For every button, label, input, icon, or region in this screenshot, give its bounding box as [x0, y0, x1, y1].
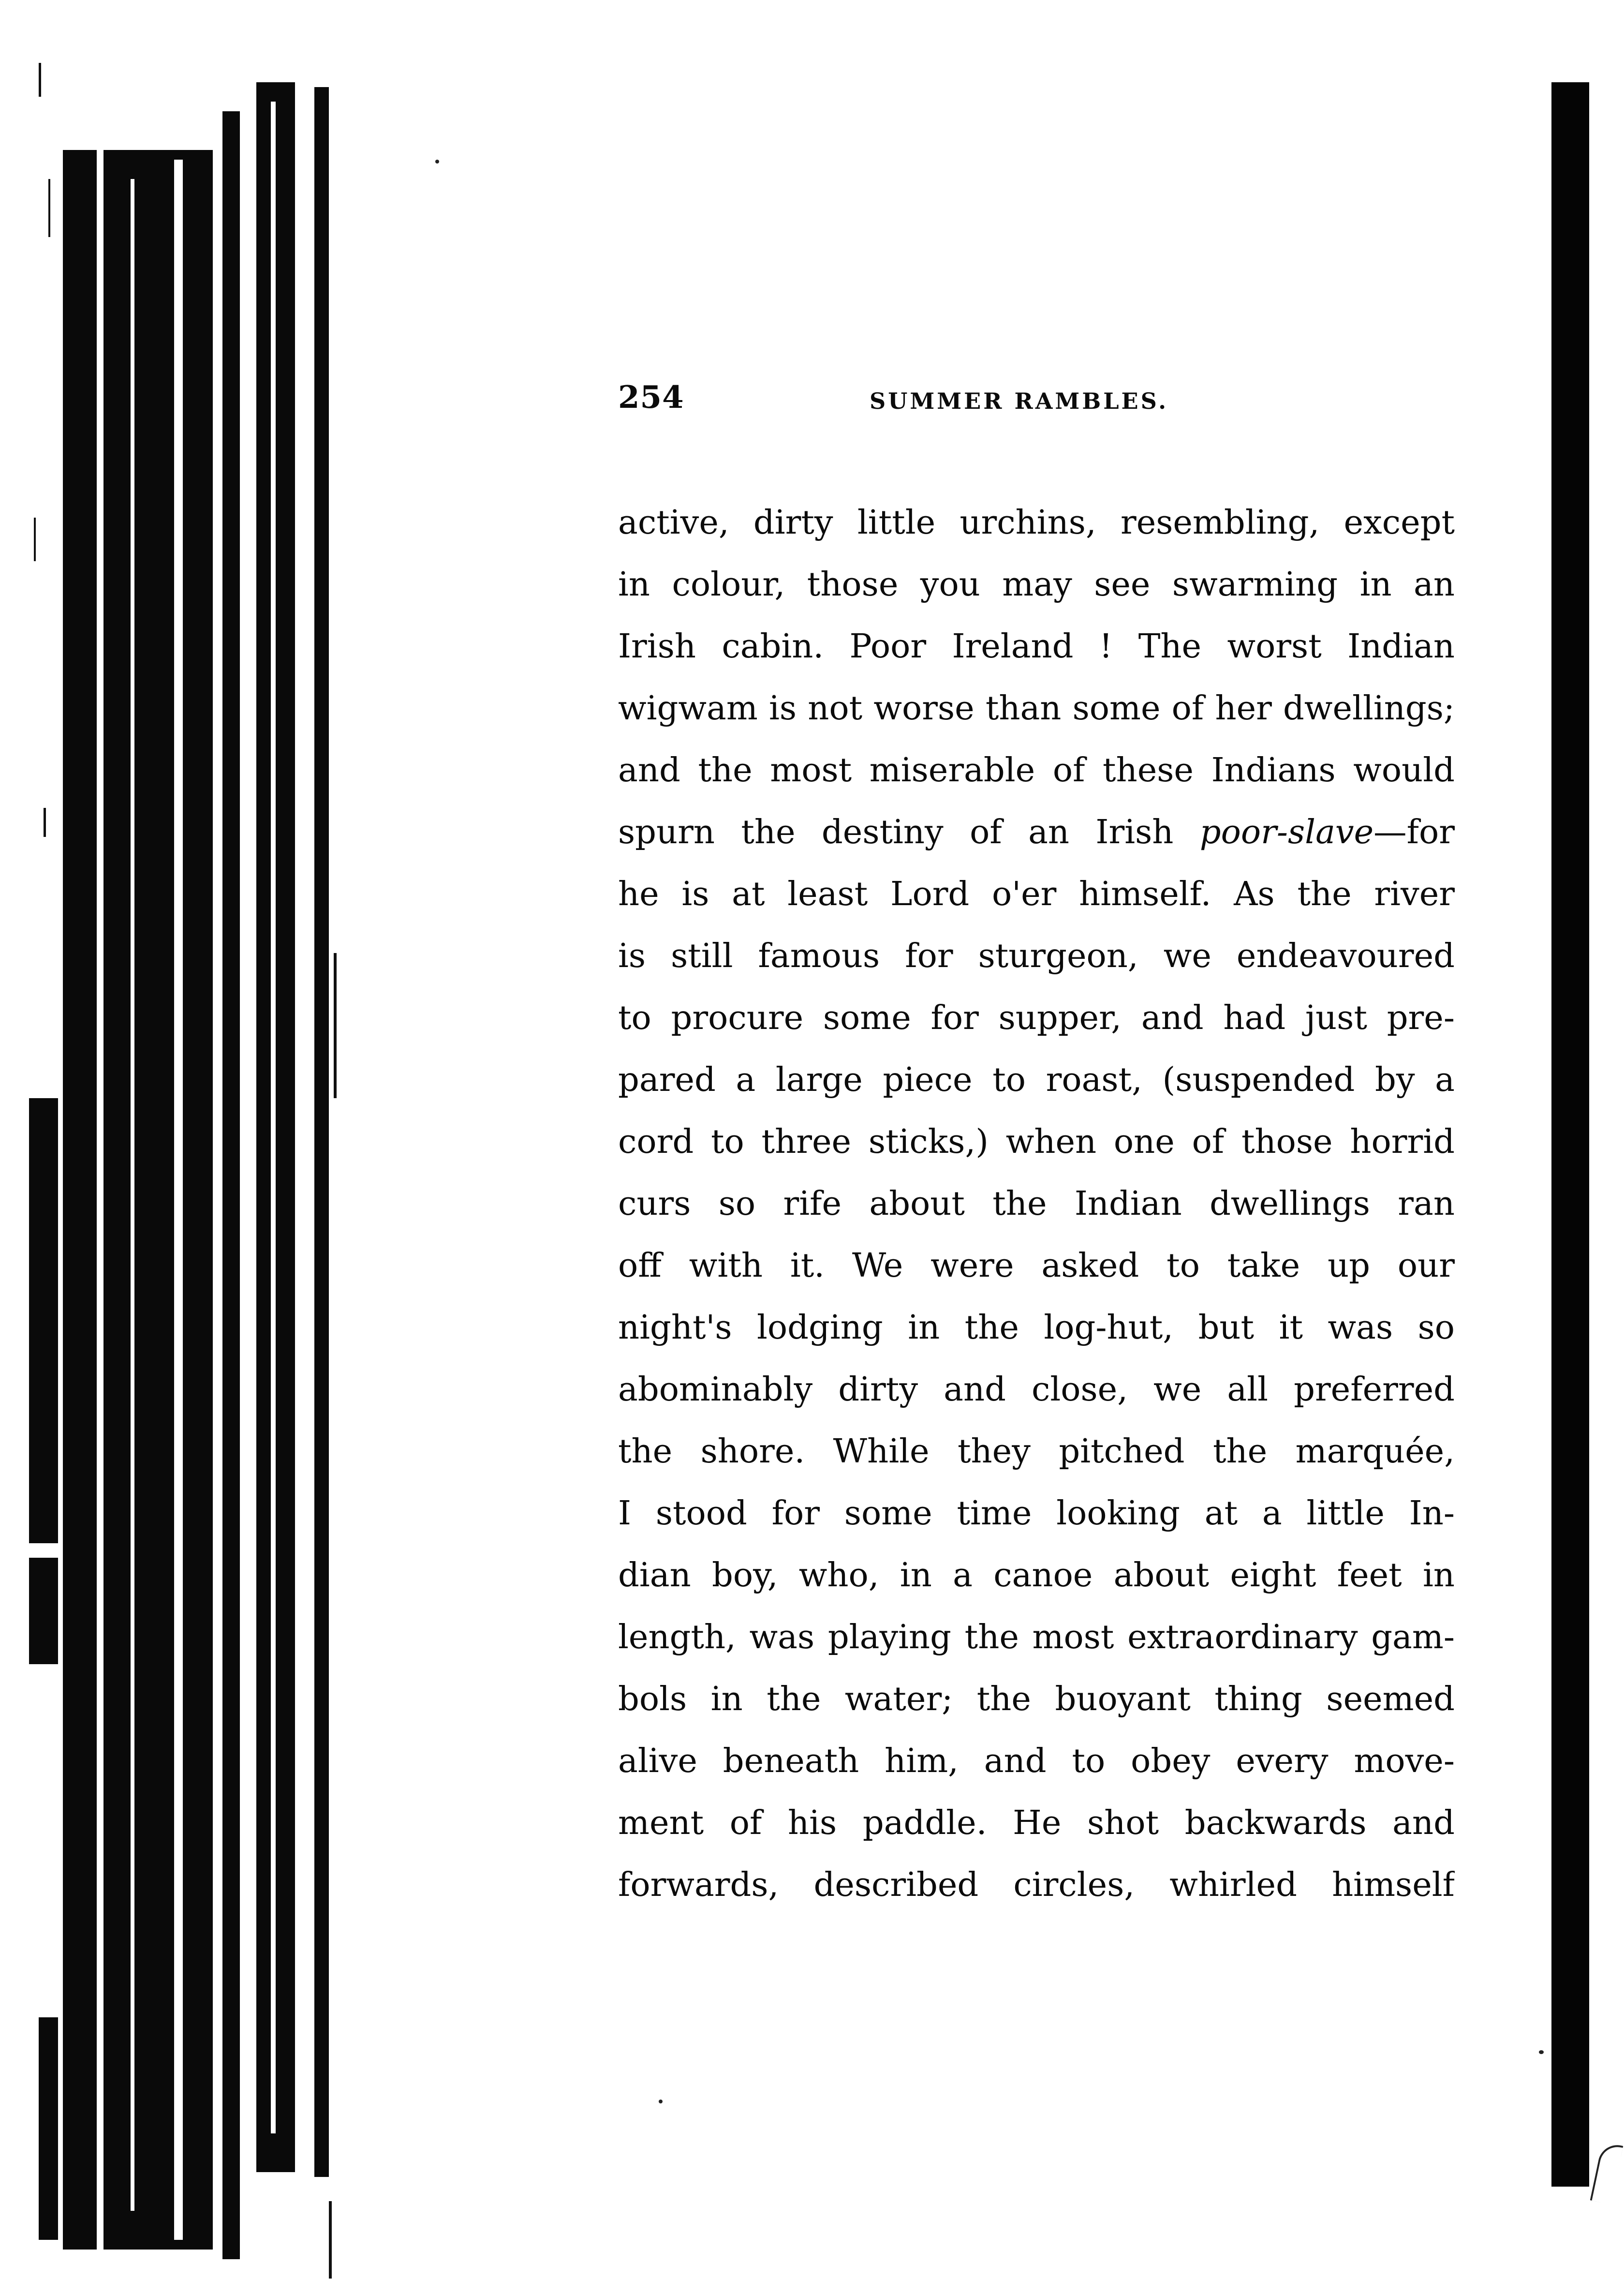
- scan-binding-gutter: [29, 82, 339, 2220]
- text-line: to procure some for supper, and had just pre-: [618, 998, 1455, 1037]
- text-segment: —for: [1373, 813, 1455, 851]
- text-line: forwards, described circles, whirled himself: [618, 1865, 1455, 1904]
- italic-phrase: poor-slave: [1199, 813, 1374, 851]
- text-line: cord to three sticks,) when one of those horrid: [618, 1122, 1455, 1161]
- scan-speck: [659, 2100, 663, 2103]
- running-head: [618, 379, 1455, 435]
- text-line: length, was playing the most extraordinary gam-: [618, 1618, 1455, 1656]
- text-line: the shore. While they pitched the marquée,: [618, 1432, 1455, 1471]
- scan-speck: [1539, 2050, 1544, 2054]
- text-line: alive beneath him, and to obey every move-: [618, 1742, 1455, 1780]
- text-line: pared a large piece to roast, (suspended by a: [618, 1060, 1455, 1099]
- text-line: active, dirty little urchins, resembling, except: [618, 503, 1455, 542]
- text-line: he is at least Lord o'er himself. As the river: [618, 875, 1455, 913]
- scan-speck: [435, 160, 439, 164]
- text-line: and the most miserable of these Indians would: [618, 751, 1455, 790]
- book-page: [618, 379, 1455, 1916]
- scan-page-curl: [1590, 2142, 1624, 2205]
- body-text: [618, 492, 1455, 1916]
- text-segment: spurn the destiny of an Irish: [618, 813, 1200, 851]
- text-line-italic: [618, 801, 1455, 863]
- text-line: I stood for some time looking at a little In-: [618, 1494, 1455, 1533]
- text-line: is still famous for sturgeon, we endeavoured: [618, 937, 1455, 975]
- text-line: night's lodging in the log-hut, but it was so: [618, 1308, 1455, 1347]
- text-line: abominably dirty and close, we all preferred: [618, 1370, 1455, 1409]
- running-title: SUMMER RAMBLES.: [870, 388, 1169, 414]
- text-line: curs so rife about the Indian dwellings ran: [618, 1184, 1455, 1223]
- scan-right-edge: [1551, 82, 1589, 2187]
- text-line: Irish cabin. Poor Ireland ! The worst Indian: [618, 627, 1455, 666]
- text-line: off with it. We were asked to take up our: [618, 1246, 1455, 1285]
- page-number: 254: [618, 379, 684, 416]
- text-line: wigwam is not worse than some of her dwellings;: [618, 689, 1455, 728]
- text-line: ment of his paddle. He shot backwards and: [618, 1803, 1455, 1842]
- text-line: bols in the water; the buoyant thing seemed: [618, 1680, 1455, 1718]
- text-line: in colour, those you may see swarming in an: [618, 565, 1455, 604]
- text-line: dian boy, who, in a canoe about eight feet in: [618, 1556, 1455, 1595]
